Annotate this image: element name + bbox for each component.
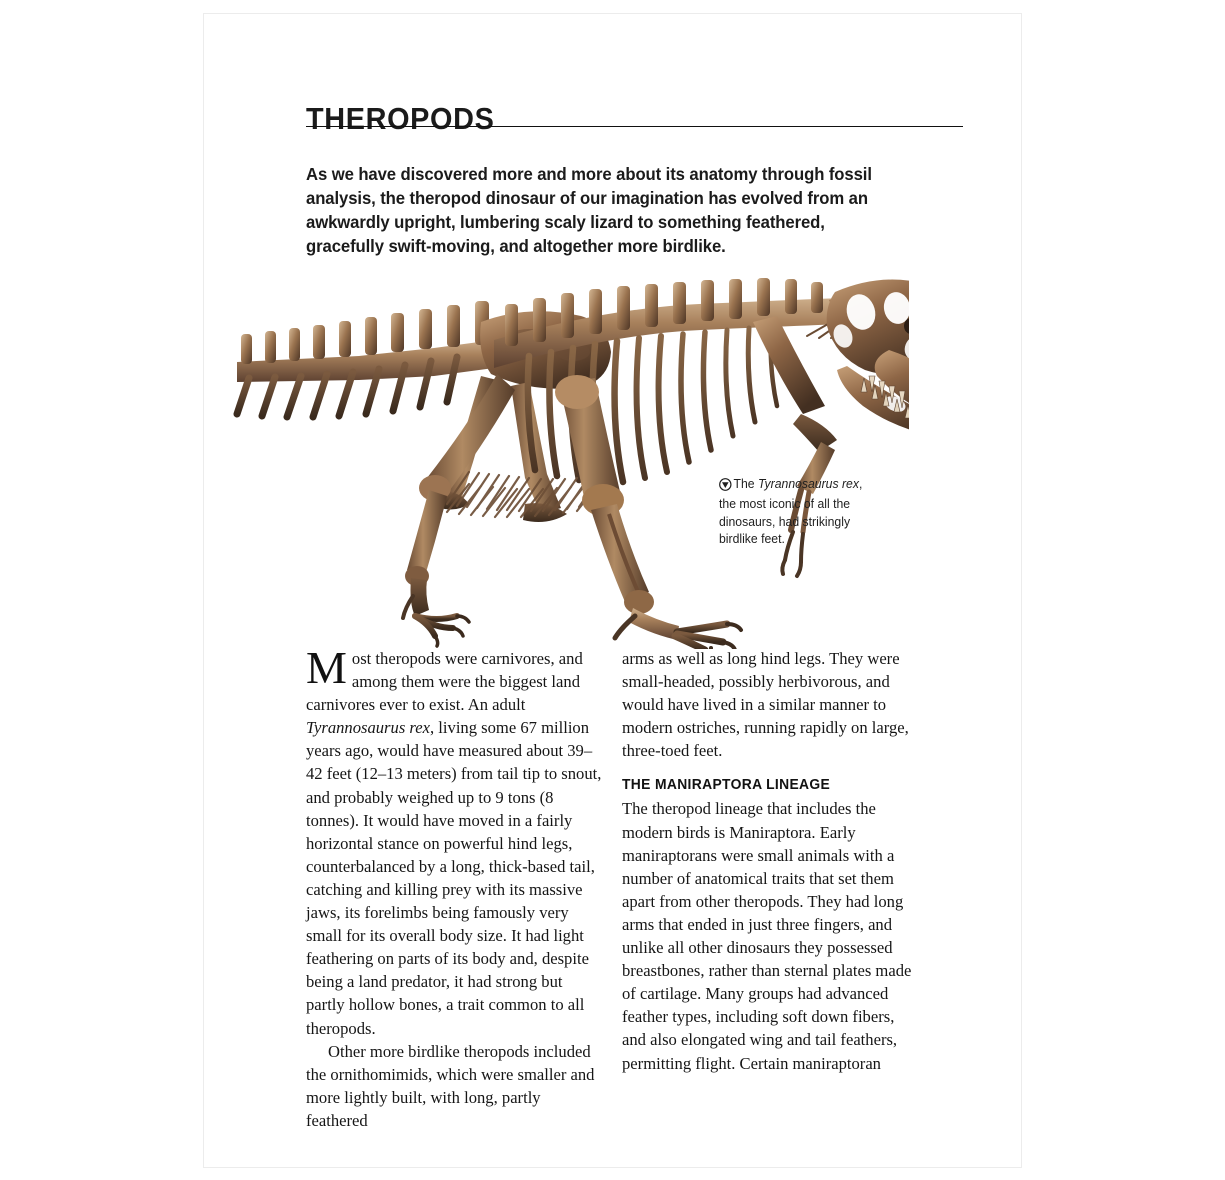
title-divider-rule bbox=[306, 126, 963, 127]
paragraph-1-rest: , living some 67 million years ago, would have measured about 39–42 feet (12–13 meters) from tail tip to snout, and probably weighed up to 9 tons (8 tonnes). It would have moved in a fairly horizontal stance on powerful hind legs, counterbalanced by a long, thick-based tail, catching and killing prey with its massive jaws, its forelimbs being famously very small for its overall body size. It had light feathering on parts of its body and, despite being a land predator, it had strong but partly hollow bones, a trait common to all theropods. bbox=[306, 718, 602, 1038]
caption-lead-text: The bbox=[733, 477, 758, 491]
body-paragraph-3: arms as well as long hind legs. They were small-headed, possibly herbivorous, and would have lived in a similar manner to modern ostriches, running rapidly on large, three-toed feet. bbox=[622, 649, 909, 761]
figure-skeleton bbox=[229, 264, 909, 649]
paragraph-1-species: Tyrannosaurus rex bbox=[306, 718, 430, 738]
section-subheading-maniraptora: THE MANIRAPTORA LINEAGE bbox=[622, 777, 831, 794]
page-title: THEROPODS bbox=[306, 100, 495, 136]
tyrannosaurus-rex-skeleton-image bbox=[229, 264, 909, 649]
caption-rest-text: , the most iconic of all the dinosaurs, had strikingly birdlike feet. bbox=[719, 477, 863, 546]
tail-section bbox=[237, 301, 494, 417]
body-paragraph-2: Other more birdlike theropods included the ornithomimids, which were smaller and more lightly built, with long, partly feathered bbox=[306, 1041, 595, 1130]
body-paragraph-1 bbox=[306, 642, 602, 1040]
figure-caption bbox=[719, 476, 866, 548]
intro-standfirst: As we have discovered more and more about its anatomy through fossil analysis, the theropod dinosaur of our imagination has evolved from an awkwardly upright, lumbering scaly lizard to something feathered, gracefully swift-moving, and altogether more birdlike. bbox=[306, 164, 872, 256]
caption-species-name: Tyrannosaurus rex bbox=[757, 477, 859, 491]
document-page bbox=[203, 13, 1022, 1168]
body-paragraph-4: The theropod lineage that includes the modern birds is Maniraptora. Early maniraptorans were small animals with a number of anatomical traits that set them apart from other theropods. They had long arms that ended in just three fingers, and unlike all other dinosaurs they possessed breastbones, rather than sternal plates made of cartilage. Many groups had advanced feather types, including soft down fibers, and also elongated wing and tail feathers, permitting flight. Certain maniraptoran bbox=[622, 799, 912, 1073]
body-column-right bbox=[622, 647, 918, 1075]
hind-limb-near bbox=[555, 375, 741, 649]
circle-down-triangle-icon bbox=[719, 478, 732, 496]
drop-cap: M bbox=[306, 642, 347, 693]
paragraph-1-lead: ost theropods were carnivores, and among them were the biggest land carnivores ever to exist. An adult bbox=[306, 649, 583, 715]
body-column-left bbox=[306, 642, 602, 1132]
skull bbox=[827, 280, 909, 436]
